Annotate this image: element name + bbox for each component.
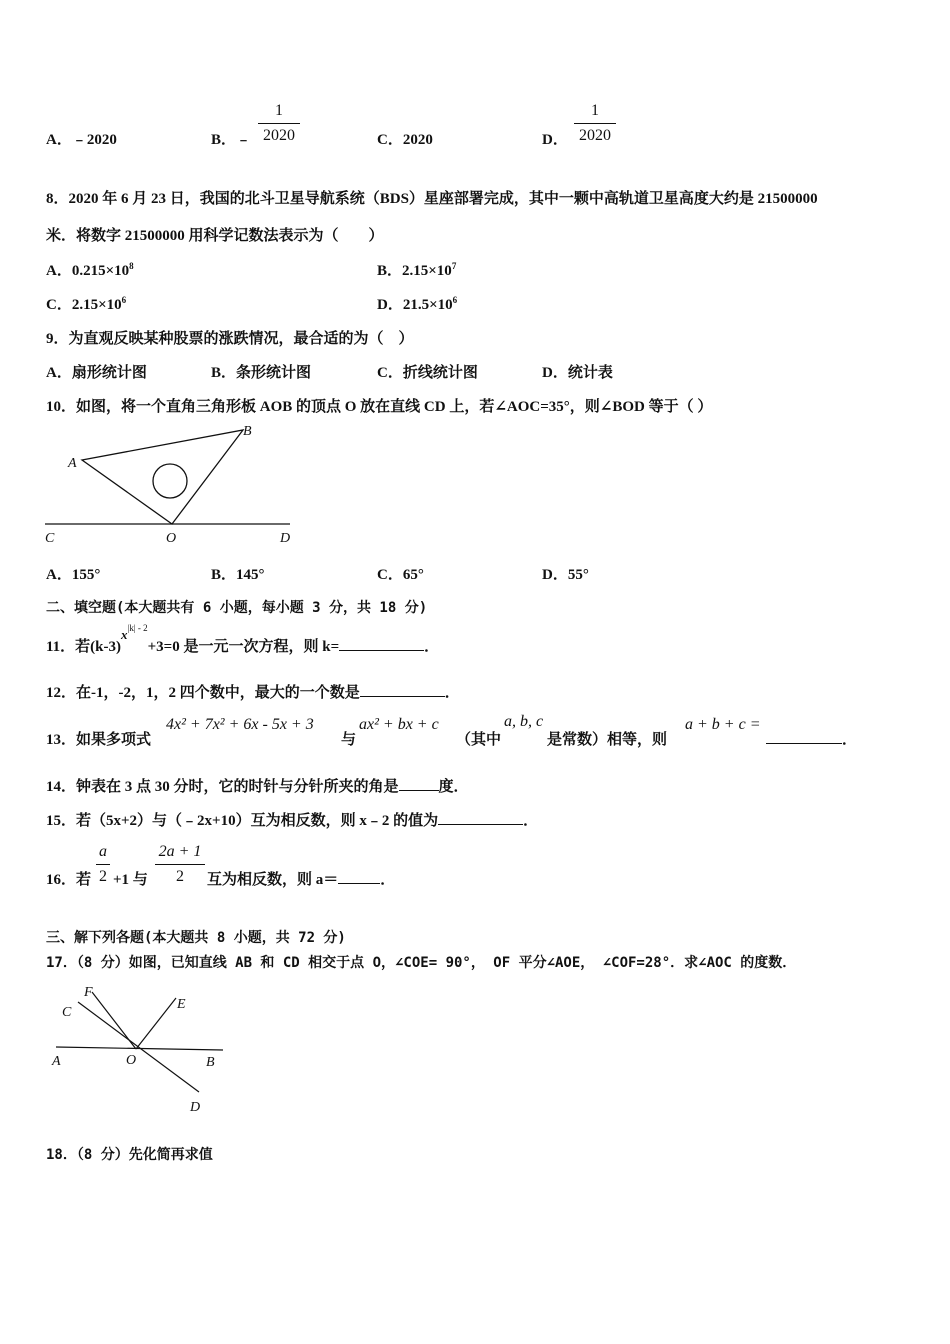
q7-option-b-fraction — [258, 101, 300, 146]
q10-label-d: D — [280, 531, 291, 546]
q18-stem: 18．（8 分）先化简再求值 — [46, 1147, 213, 1163]
q13-constant-text: 是常数）相等，则 — [547, 732, 668, 748]
q11-prefix: 11．若(k-3) — [46, 639, 122, 655]
q11-suffix: +3=0 是一元一次方程，则 k= — [147, 639, 340, 655]
q8-stem-line2: 米．将数字 21500000 用科学记数法表示为（ ） — [46, 228, 384, 244]
q7-option-d-prefix: D． — [542, 132, 568, 148]
q7-option-b-prefix: B．﹣ — [211, 132, 252, 148]
q10-option-c: C．65° — [377, 567, 424, 583]
q11-stem — [46, 623, 440, 656]
q10-triangle-aob — [82, 430, 243, 524]
q16-answer-blank[interactable] — [338, 869, 380, 884]
q7-option-b-denominator: 2020 — [263, 127, 295, 144]
q17-intersecting-lines-figure — [46, 980, 236, 1120]
q17-ray-of — [92, 992, 136, 1049]
q7-option-d-fraction — [574, 101, 616, 146]
q13-polynomial-2: ax² + bx + c — [359, 716, 439, 733]
q10-triangle-figure — [40, 420, 300, 550]
q8-stem-line1: 8．2020 年 6 月 23 日，我国的北斗卫星导航系统（BDS）星座部署完成，其中一颗中高轨道卫星高度大约是 21500000 — [46, 191, 818, 207]
q10-label-a: A — [68, 456, 77, 471]
q13-prefix: 13．如果多项式 — [46, 732, 152, 748]
q16-fraction-2-denominator: 2 — [176, 868, 184, 885]
q14-answer-blank[interactable] — [399, 776, 439, 791]
q11-end: ． — [424, 639, 440, 655]
q17-label-a: A — [52, 1054, 61, 1069]
q16-suffix: 互为相反数，则 a＝ — [207, 872, 339, 888]
q16-prefix: 16．若 — [46, 872, 92, 888]
q16-fraction-1-denominator: 2 — [99, 868, 107, 885]
q15-end: ． — [523, 813, 539, 829]
q10-stem: 10．如图，将一个直角三角形板 AOB 的顶点 O 放在直线 CD 上，若∠AOC=35°，则∠BOD 等于（ ） — [46, 399, 713, 415]
q8-option-a: A．$0.215\times 10^8$ — [46, 261, 134, 279]
q10-option-b: B．145° — [211, 567, 265, 583]
q11-power-base: x — [121, 627, 128, 642]
q17-label-o: O — [126, 1053, 137, 1068]
q10-label-o: O — [166, 531, 177, 546]
q17-label-f: F — [84, 985, 93, 1000]
q10-triangle-hole — [153, 464, 187, 498]
q7-option-d-numerator: 1 — [591, 102, 599, 119]
q13-answer-line — [766, 728, 857, 749]
q17-label-b: B — [206, 1055, 215, 1070]
q8-option-c: C．$2.15\times 10^6$ — [46, 295, 127, 313]
q13-answer-blank[interactable] — [766, 729, 842, 744]
q10-label-c: C — [45, 531, 55, 546]
q14-stem — [46, 775, 469, 796]
q7-option-c: C．2020 — [377, 132, 433, 148]
q12-text: 12．在-1，-2，1，2 四个数中，最大的一个数是 — [46, 685, 360, 701]
q15-stem — [46, 809, 538, 830]
q17-line-cd — [78, 1002, 199, 1092]
q17-ray-oe — [136, 998, 176, 1049]
q13-paren-open: （其中 — [456, 732, 502, 748]
q13-end: ． — [842, 732, 858, 748]
q16-suffix-line — [207, 868, 395, 889]
q10-label-b: B — [243, 424, 252, 439]
q9-option-c: C．折线统计图 — [377, 365, 478, 381]
q7-option-d-denominator: 2020 — [579, 127, 611, 144]
q16-fraction-1 — [96, 842, 110, 887]
q8-option-d: D．$21.5\times 10^6$ — [377, 295, 458, 313]
q15-answer-blank[interactable] — [438, 810, 523, 825]
q12-end: ． — [444, 685, 460, 701]
section-3-heading: 三、解下列各题(本大题共 8 小题，共 72 分) — [46, 930, 346, 946]
q7-option-b-numerator: 1 — [275, 102, 283, 119]
q17-label-e: E — [177, 997, 186, 1012]
q14-text: 14．钟表在 3 点 30 分时，它的时针与分针所夹的角是 — [46, 779, 399, 795]
q13-sum-expression: a + b + c = — [685, 716, 761, 733]
q7-option-a: A．﹣2020 — [46, 132, 117, 148]
q16-fraction-1-numerator: a — [99, 843, 107, 860]
q16-fraction-2-numerator: 2a + 1 — [158, 843, 202, 860]
q14-end: 度． — [438, 779, 469, 795]
q17-stem: 17．（8 分）如图，已知直线 AB 和 CD 相交于点 O，∠COE= 90°， OF 平分∠AOE， ∠COF=28°．求∠AOC 的度数． — [46, 955, 797, 971]
q11-power-exponent: |k| - 2 — [127, 623, 148, 633]
q12-stem — [46, 681, 460, 702]
q17-label-c: C — [62, 1005, 72, 1020]
q13-polynomial-1: 4x² + 7x² + 6x - 5x + 3 — [166, 716, 314, 733]
q16-fraction-2 — [155, 842, 205, 887]
section-2-heading: 二、填空题(本大题共有 6 小题，每小题 3 分，共 18 分) — [46, 600, 428, 616]
q8-option-b: B．$2.15\times 10^7$ — [377, 261, 457, 279]
q10-option-a: A．155° — [46, 567, 101, 583]
q16-plus: +1 与 — [113, 872, 148, 888]
q9-option-b: B．条形统计图 — [211, 365, 312, 381]
q9-option-d: D．统计表 — [542, 365, 613, 381]
q11-answer-blank[interactable] — [339, 636, 424, 651]
q9-stem: 9．为直观反映某种股票的涨跌情况，最合适的为（ ） — [46, 331, 414, 347]
q12-answer-blank[interactable] — [360, 682, 445, 697]
q13-variables: a, b, c — [504, 713, 544, 730]
q9-option-a: A．扇形统计图 — [46, 365, 147, 381]
q15-text: 15．若（5x+2）与（﹣2x+10）互为相反数，则 x﹣2 的值为 — [46, 813, 439, 829]
q16-end: ． — [380, 872, 396, 888]
q13-with: 与 — [341, 732, 357, 748]
q10-option-d: D．55° — [542, 567, 589, 583]
q17-label-d: D — [190, 1100, 201, 1115]
